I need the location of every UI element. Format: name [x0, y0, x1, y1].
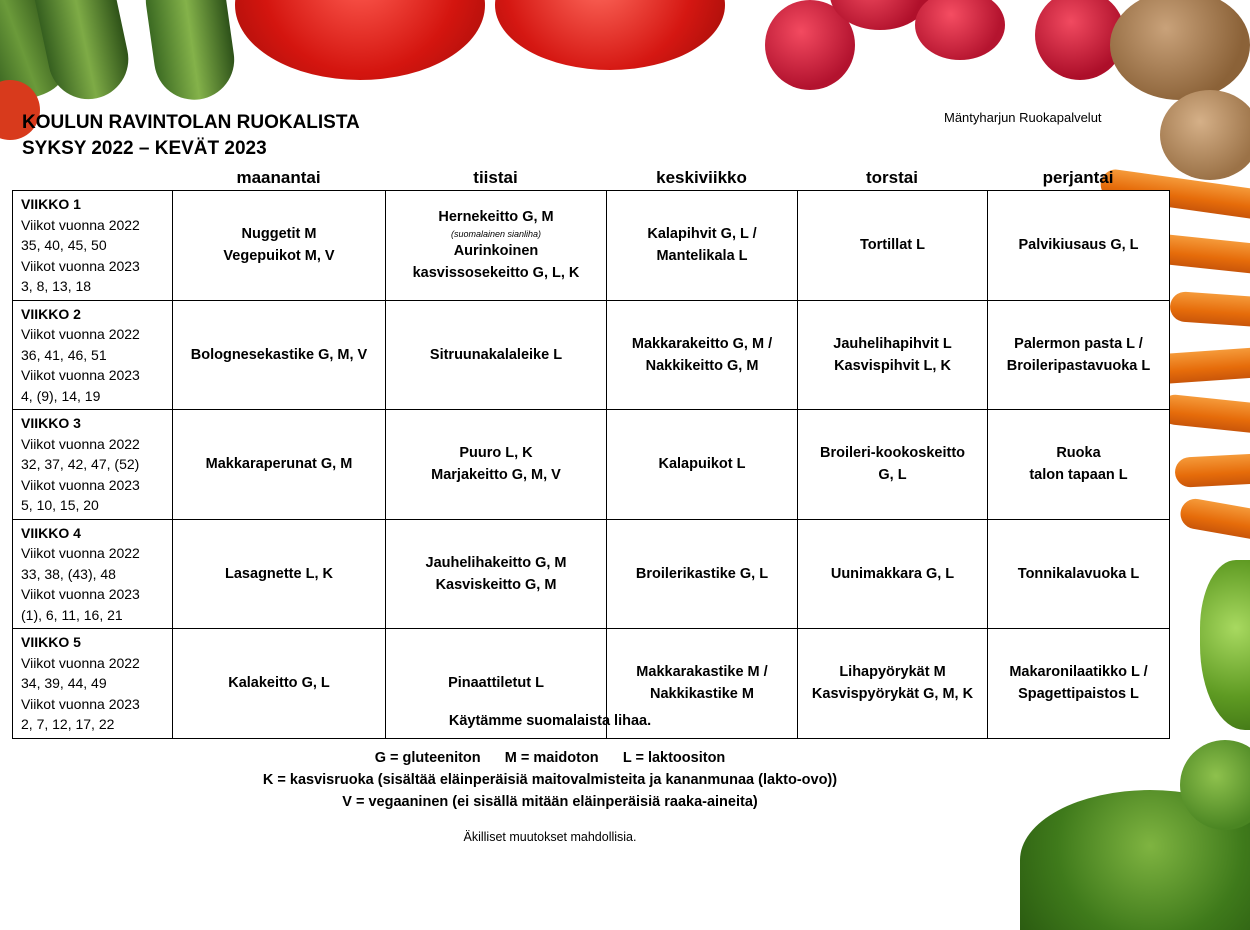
meal-text: Broilerikastike G, L [635, 565, 769, 582]
menu-title [22, 110, 360, 162]
week-years-2022-label: Viikot vuonna 2022 [21, 654, 140, 671]
meal-text: Kasvispyörykät G, M, K [811, 686, 974, 703]
meal-text: Jauhelihapihvit L [833, 335, 952, 352]
week-label: VIIKKO 5 [21, 634, 81, 650]
meal-cell [386, 191, 607, 301]
carrot-image [1159, 393, 1250, 436]
meal-text: Spagettipaistos L [1018, 686, 1139, 703]
carrot-image [1169, 291, 1250, 329]
table-row [13, 300, 1170, 410]
meal-cell [798, 300, 988, 410]
meal-text: Nuggetit M [241, 226, 317, 243]
meal-text: Broileripastavuoka L [1006, 357, 1151, 374]
carrot-image [1174, 452, 1250, 488]
day-header-wednesday: keskiviikko [656, 168, 747, 187]
meal-text: Tortillat L [860, 237, 925, 254]
meal-cell [798, 519, 988, 629]
week-info-cell [13, 300, 173, 410]
week-numbers-2023: 2, 7, 12, 17, 22 [21, 716, 115, 732]
meal-text: Makkarakeitto G, M / [631, 335, 773, 352]
mushroom-image [1110, 0, 1250, 100]
week-info-cell [13, 410, 173, 520]
meal-cell [386, 300, 607, 410]
meal-cell [988, 519, 1170, 629]
meal-text: Kasvispihvit L, K [834, 357, 951, 374]
meal-cell [607, 519, 798, 629]
lettuce-image [1200, 560, 1250, 730]
meal-text: Nakkikeitto G, M [645, 357, 759, 374]
meal-text: Sitruunakalaleike L [429, 346, 563, 363]
week-years-2022-label: Viikot vuonna 2022 [21, 435, 140, 452]
week-years-2023-label: Viikot vuonna 2023 [21, 257, 140, 274]
radish-image [915, 0, 1005, 60]
meal-text: Nakkikastike M [650, 686, 754, 703]
meal-text: Lihapyörykät M [839, 664, 946, 681]
legend-line-1: G = gluteeniton M = maidoton L = laktoositon [374, 750, 726, 766]
meal-text: Pinaattiletut L [448, 675, 544, 692]
meal-text: Kalapuikot L [658, 456, 746, 473]
title-line-2: SYKSY 2022 – KEVÄT 2023 [22, 138, 267, 159]
week-label: VIIKKO 2 [21, 305, 81, 322]
meal-cell [173, 410, 386, 520]
meal-cell [798, 191, 988, 301]
week-years-2023-label: Viikot vuonna 2023 [21, 695, 140, 712]
week-numbers-2023: 3, 8, 13, 18 [21, 278, 92, 294]
meal-text: Hernekeitto G, M [438, 209, 554, 226]
meal-cell [173, 300, 386, 410]
week-years-2022-label: Viikot vuonna 2022 [21, 545, 140, 561]
company-name: Mäntyharjun Ruokapalvelut [944, 110, 1102, 125]
meal-text: Tonnikalavuoka L [1017, 565, 1140, 582]
meal-text: Makaronilaatikko L / [1009, 664, 1148, 681]
week-numbers-2022: 34, 39, 44, 49 [21, 675, 107, 691]
day-header-friday: perjantai [1042, 168, 1114, 187]
meal-text: talon tapaan L [1029, 467, 1128, 484]
meal-cell [988, 410, 1170, 520]
meal-cell [798, 410, 988, 520]
meal-text: Mantelikala L [656, 248, 748, 265]
meal-text: Aurinkoinen [453, 243, 539, 260]
week-numbers-2022: 33, 38, (43), 48 [21, 565, 116, 582]
menu-table [12, 190, 1170, 739]
meal-text: Jauhelihakeitto G, M [425, 554, 567, 571]
meal-text: Lasagnette L, K [225, 565, 333, 582]
table-row [13, 410, 1170, 520]
meal-text: Ruoka [1056, 445, 1101, 462]
week-years-2022-label: Viikot vuonna 2022 [21, 326, 140, 342]
meal-text: Makkaraperunat G, M [205, 456, 353, 473]
meal-text: Broileri-kookoskeitto [819, 445, 966, 462]
tomato-image [235, 0, 485, 80]
meal-cell [386, 410, 607, 520]
cucumber-image [141, 0, 240, 105]
week-years-2023-label: Viikot vuonna 2023 [21, 476, 140, 493]
carrot-image [1178, 497, 1250, 544]
week-numbers-2023: 4, (9), 14, 19 [21, 387, 101, 404]
meal-cell [988, 300, 1170, 410]
meal-text: Kalakeitto G, L [228, 675, 330, 692]
week-numbers-2022: 32, 37, 42, 47, (52) [21, 456, 140, 472]
tomato-image [495, 0, 725, 70]
day-header-thursday: torstai [866, 168, 918, 187]
meal-cell [607, 191, 798, 301]
legend-line-2: K = kasvisruoka (sisältää eläinperäisiä maitovalmisteita ja kananmunaa (lakto-ovo)) [262, 772, 838, 788]
week-numbers-2023: (1), 6, 11, 16, 21 [21, 606, 123, 623]
week-label: VIIKKO 4 [21, 524, 81, 541]
week-years-2023-label: Viikot vuonna 2023 [21, 367, 140, 383]
week-numbers-2022: 36, 41, 46, 51 [21, 346, 107, 363]
day-header-monday: maanantai [236, 168, 321, 187]
meal-text: Marjakeitto G, M, V [431, 467, 561, 484]
meal-text: Palermon pasta L / [1014, 335, 1143, 352]
meal-text: kasvissosekeitto G, L, K [412, 265, 580, 282]
meal-cell [386, 519, 607, 629]
week-label: VIIKKO 1 [21, 196, 81, 212]
meal-note: (suomalainen sianliha) [450, 229, 542, 240]
meal-cell [607, 410, 798, 520]
meal-cell [173, 519, 386, 629]
meal-cell [173, 191, 386, 301]
meal-text: Uunimakkara G, L [830, 565, 955, 582]
meal-text: G, L [878, 467, 907, 484]
meal-text: Kasviskeitto G, M [435, 576, 557, 593]
changes-note: Äkilliset muutokset mahdollisia. [463, 830, 637, 844]
meal-text: Palvikiusaus G, L [1018, 237, 1139, 254]
meat-origin-note: Käytämme suomalaista lihaa. [448, 713, 652, 729]
table-row [13, 191, 1170, 301]
meal-text: Puuro L, K [459, 445, 533, 462]
week-years-2023-label: Viikot vuonna 2023 [21, 586, 140, 602]
week-years-2022-label: Viikot vuonna 2022 [21, 216, 140, 233]
meal-text: Makkarakastike M / [636, 664, 768, 681]
week-info-cell [13, 191, 173, 301]
week-numbers-2022: 35, 40, 45, 50 [21, 237, 107, 253]
legend-line-3: V = vegaaninen (ei sisällä mitään eläinperäisiä raaka-aineita) [342, 794, 758, 810]
table-row [13, 519, 1170, 629]
meal-cell [607, 300, 798, 410]
week-numbers-2023: 5, 10, 15, 20 [21, 497, 99, 513]
week-label: VIIKKO 3 [21, 415, 81, 431]
mushroom-image [1160, 90, 1250, 180]
meal-text: Vegepuikot M, V [223, 248, 335, 265]
title-line-1: KOULUN RAVINTOLAN RUOKALISTA [22, 112, 360, 133]
meal-text: Kalapihvit G, L / [647, 226, 757, 243]
day-header-tuesday: tiistai [473, 168, 518, 187]
week-info-cell [13, 519, 173, 629]
meal-cell [988, 191, 1170, 301]
meal-text: Bolognesekastike G, M, V [190, 346, 368, 363]
